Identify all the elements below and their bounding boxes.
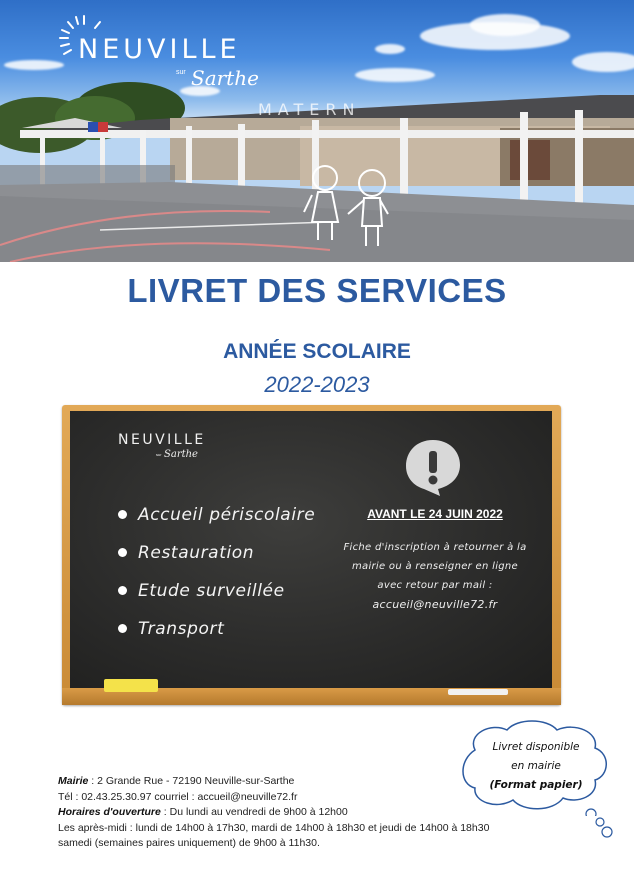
- service-item: Accueil périscolaire: [118, 500, 315, 538]
- logo-sur: sur: [176, 69, 186, 76]
- afternoon-hours: Les après-midi : lundi de 14h00 à 17h30, mardi de 14h00 à 18h30 et jeudi de 14h00 à 18h30: [58, 821, 490, 834]
- board-logo-script: Sarthe: [164, 449, 198, 460]
- board-logo-sur: sur: [156, 452, 162, 457]
- service-item: Transport: [118, 614, 315, 652]
- info-line: Fiche d'inscription à retourner à la: [343, 542, 527, 553]
- registration-info: [328, 538, 542, 614]
- logo-script: Sarthe: [191, 66, 259, 90]
- mairie-address: [58, 774, 598, 790]
- photo-caption: MATERN: [258, 100, 361, 119]
- contact-line: Tél : 02.43.25.30.97 courriel : accueil@neuville72.fr: [58, 790, 298, 803]
- bubble-line: (Format papier): [489, 779, 583, 791]
- board-logo: [118, 432, 218, 472]
- contact-email: accueil@neuville72.fr: [372, 598, 498, 611]
- info-line: avec retour par mail :: [377, 580, 493, 591]
- white-chalk: [448, 689, 508, 695]
- mairie-text: : 2 Grande Rue - 72190 Neuville-sur-Sarthe: [88, 775, 295, 787]
- neuville-logo: [58, 12, 278, 92]
- service-item: Restauration: [118, 538, 315, 576]
- opening-hours: [58, 805, 598, 821]
- deadline-notice: AVANT LE 24 JUIN 2022: [367, 507, 503, 521]
- saturday-hours: samedi (semaines paires uniquement) de 9h00 à 11h30.: [58, 837, 320, 849]
- school-year: 2022-2023: [264, 372, 370, 397]
- info-line: mairie ou à renseigner en ligne: [351, 561, 519, 572]
- yellow-chalk: [104, 679, 158, 692]
- page-subtitle: ANNÉE SCOLAIRE: [223, 340, 411, 363]
- services-list: [118, 500, 315, 652]
- footer-info: [58, 774, 598, 852]
- hours-text: : Du lundi au vendredi de 9h00 à 12h00: [160, 806, 348, 818]
- bubble-line: Livret disponible: [492, 741, 580, 753]
- service-item: Etude surveillée: [118, 576, 315, 614]
- board-logo-word: NEUVILLE: [118, 432, 206, 448]
- hours-label: Horaires d'ouverture: [58, 806, 161, 818]
- bubble-line: en mairie: [511, 760, 561, 772]
- mairie-label: Mairie: [58, 775, 89, 787]
- exclamation-bubble-icon: [400, 434, 466, 500]
- page-title: LIVRET DES SERVICES: [127, 272, 507, 309]
- hero-photo: [0, 0, 634, 262]
- logo-word: NEUVILLE: [78, 34, 241, 65]
